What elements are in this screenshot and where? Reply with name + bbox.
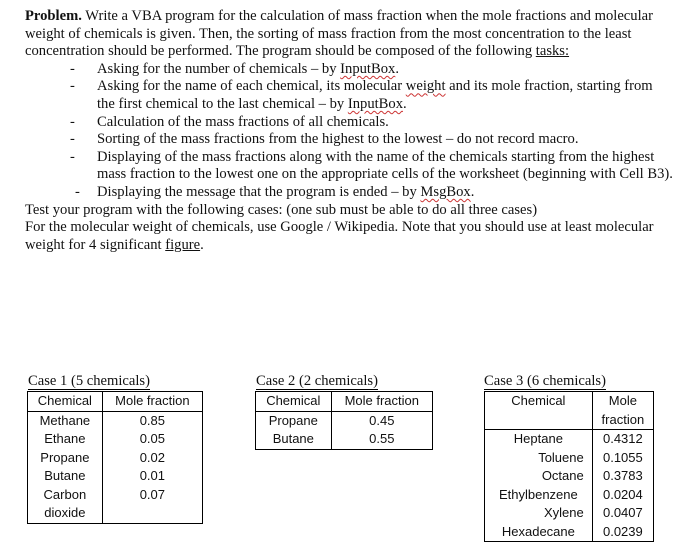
header-mole-fraction [592, 392, 653, 430]
fraction-cell: 0.02 [102, 449, 202, 468]
header-fraction: fraction [601, 411, 645, 427]
fraction-cell: 0.1055 [592, 449, 653, 468]
table-row [28, 430, 203, 449]
fraction-cell: 0.0204 [592, 486, 653, 505]
case3-table [484, 391, 654, 542]
case1-caption: Case 1 (5 chemicals) [28, 373, 150, 389]
problem-intro: Write a VBA program for the calculation of mass fraction when the mole fractions and molecular weight of chemicals is given. Then, the sorting of mass fraction from the most concentration to the least concentration should be performed. The program should be composed of the following [25, 8, 653, 60]
task-text: Displaying the message that the program is ended – by [97, 183, 421, 200]
problem-statement [25, 8, 673, 61]
task-item [25, 131, 673, 149]
table-header-row [485, 392, 654, 430]
task-text: Sorting of the mass fractions from the highest to the lowest – do not record macro. [97, 131, 579, 148]
table-row [28, 486, 203, 505]
mw-note-end: . [200, 236, 204, 253]
task-text-end: . [403, 95, 407, 112]
header-mole-fraction: Mole fraction [102, 392, 202, 412]
table-row [485, 523, 654, 542]
header-chemical: Chemical [485, 392, 593, 430]
task-keyword: InputBox [340, 60, 396, 77]
problem-text [25, 8, 673, 254]
chemical-cell: Hexadecane [485, 523, 593, 542]
task-item [25, 114, 673, 132]
table-row [28, 411, 203, 430]
fraction-cell: 0.45 [331, 411, 432, 430]
table-row [256, 430, 433, 449]
fraction-cell [102, 504, 202, 523]
molecular-weight-note [25, 219, 673, 254]
table-row [485, 486, 654, 505]
case2-caption: Case 2 (2 chemicals) [256, 373, 378, 389]
table-header-row [256, 392, 433, 412]
table-row [28, 449, 203, 468]
chemical-cell: Ethane [28, 430, 103, 449]
task-keyword: MsgBox [420, 183, 471, 200]
table-row [485, 504, 654, 523]
chemical-cell: Toluene [485, 449, 593, 468]
task-item [25, 149, 673, 184]
fraction-cell: 0.0407 [592, 504, 653, 523]
task-text: Asking for the number of chemicals – by [97, 60, 341, 77]
task-keyword: weight [405, 78, 446, 95]
task-item [25, 61, 673, 79]
chemical-cell: Ethylbenzene [485, 486, 593, 505]
fraction-cell: 0.0239 [592, 523, 653, 542]
task-list [25, 61, 673, 202]
fraction-cell: 0.3783 [592, 467, 653, 486]
chemical-cell: Butane [28, 467, 103, 486]
header-mole: Mole [608, 393, 637, 408]
table-row [256, 411, 433, 430]
header-chemical: Chemical [256, 392, 332, 412]
header-mole-fraction: Mole fraction [331, 392, 432, 412]
mw-note-text: For the molecular weight of chemicals, use Google / Wikipedia. Note that you should use at least molecular weight for 4 significant [25, 219, 654, 253]
task-item [25, 78, 673, 113]
task-text: Asking for the name of each chemical, its molecular [97, 78, 406, 95]
task-text: Calculation of the mass fractions of all chemicals. [97, 113, 389, 130]
problem-label: Problem. [25, 8, 82, 24]
task-keyword: InputBox [347, 95, 403, 112]
fraction-cell: 0.4312 [592, 430, 653, 449]
case2-table [255, 391, 433, 450]
chemical-cell: dioxide [28, 504, 103, 523]
table-row [28, 467, 203, 486]
table-header-row [28, 392, 203, 412]
header-chemical: Chemical [28, 392, 103, 412]
table-row [485, 430, 654, 449]
task-text-end: . [395, 60, 399, 77]
table-row [485, 449, 654, 468]
mw-note-word: figure [165, 236, 201, 253]
chemical-cell: Propane [256, 411, 332, 430]
chemical-cell: Octane [485, 467, 593, 486]
table-row [28, 504, 203, 523]
chemical-cell: Butane [256, 430, 332, 449]
fraction-cell: 0.01 [102, 467, 202, 486]
tasks-heading: tasks: [535, 43, 570, 60]
task-item [25, 184, 673, 202]
chemical-cell: Heptane [485, 430, 593, 449]
case1-table [27, 391, 203, 524]
chemical-cell: Methane [28, 411, 103, 430]
fraction-cell: 0.55 [331, 430, 432, 449]
table-row [485, 467, 654, 486]
task-text-end: . [470, 183, 475, 200]
task-text: Displaying of the mass fractions along with the name of the chemicals starting from the highest mass fraction to the lowest one on the appropriate cells of the worksheet (beginning with Cell B3). [97, 148, 673, 183]
fraction-cell: 0.85 [102, 411, 202, 430]
task-text-mid: and its mole fraction, starting from the first chemical to the last chemical – by [97, 78, 653, 112]
fraction-cell: 0.05 [102, 430, 202, 449]
chemical-cell: Carbon [28, 486, 103, 505]
chemical-cell: Xylene [485, 504, 593, 523]
test-instruction: Test your program with the following cases: (one sub must be able to do all three cases) [25, 201, 538, 218]
fraction-cell: 0.07 [102, 486, 202, 505]
case3-caption: Case 3 (6 chemicals) [484, 373, 606, 389]
chemical-cell: Propane [28, 449, 103, 468]
